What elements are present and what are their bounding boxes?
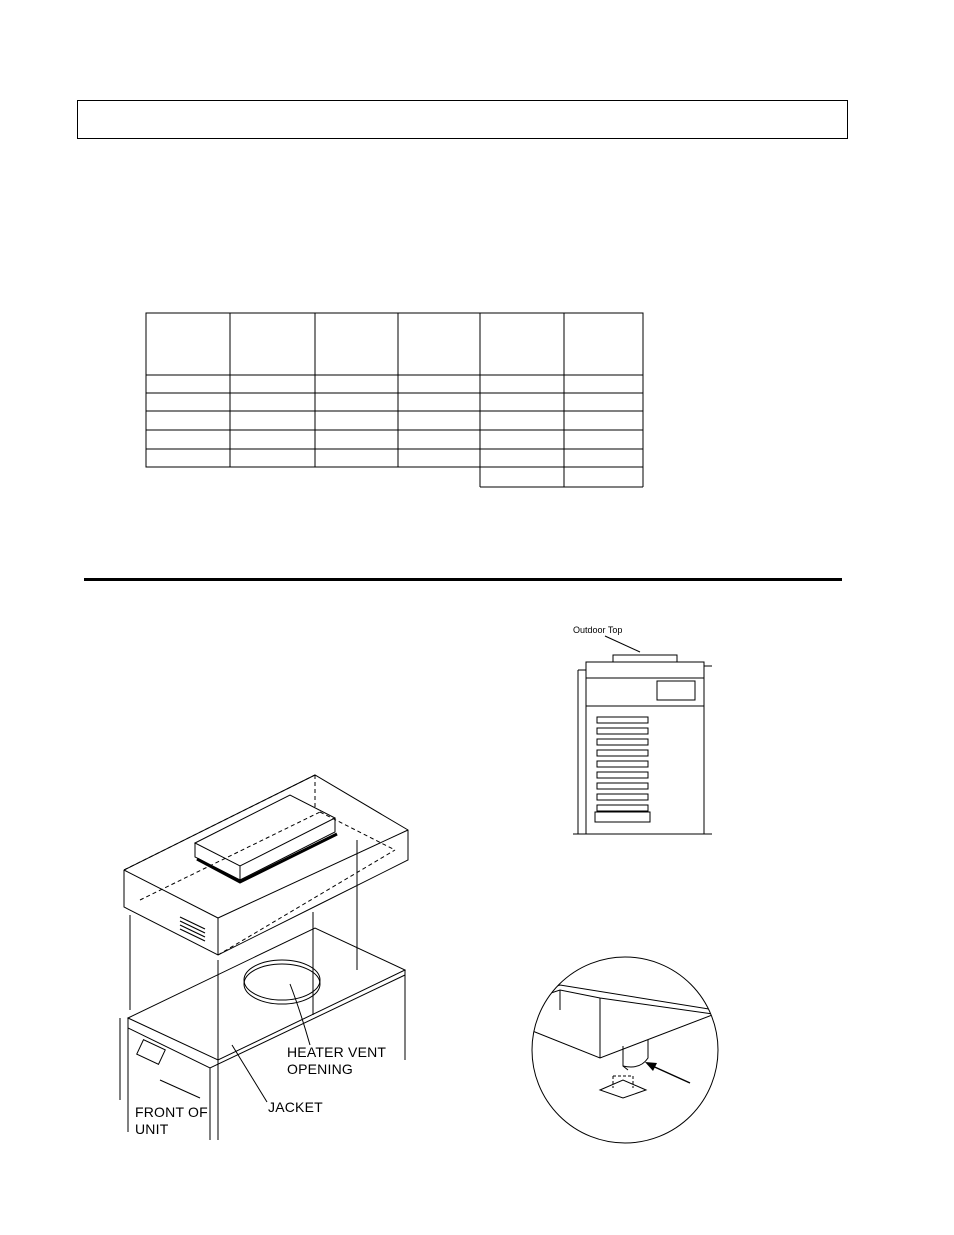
table-grid (146, 313, 643, 487)
heater-vent-label-line1: HEATER VENT (287, 1044, 387, 1060)
spec-table (0, 0, 954, 600)
outdoor-top-label: Outdoor Top (573, 625, 623, 635)
detail-circle-diagram (525, 955, 725, 1145)
front-of-unit-label-line1: FRONT OF (135, 1104, 208, 1120)
arrow-head-icon (645, 1062, 657, 1071)
front-of-unit-label-line2: UNIT (135, 1121, 169, 1137)
heater-vent-label-line2: OPENING (287, 1061, 353, 1077)
jacket-exploded-diagram (110, 770, 430, 1140)
jacket-label: JACKET (268, 1099, 323, 1115)
section-rule (84, 578, 842, 581)
outdoor-top-diagram (560, 615, 730, 845)
